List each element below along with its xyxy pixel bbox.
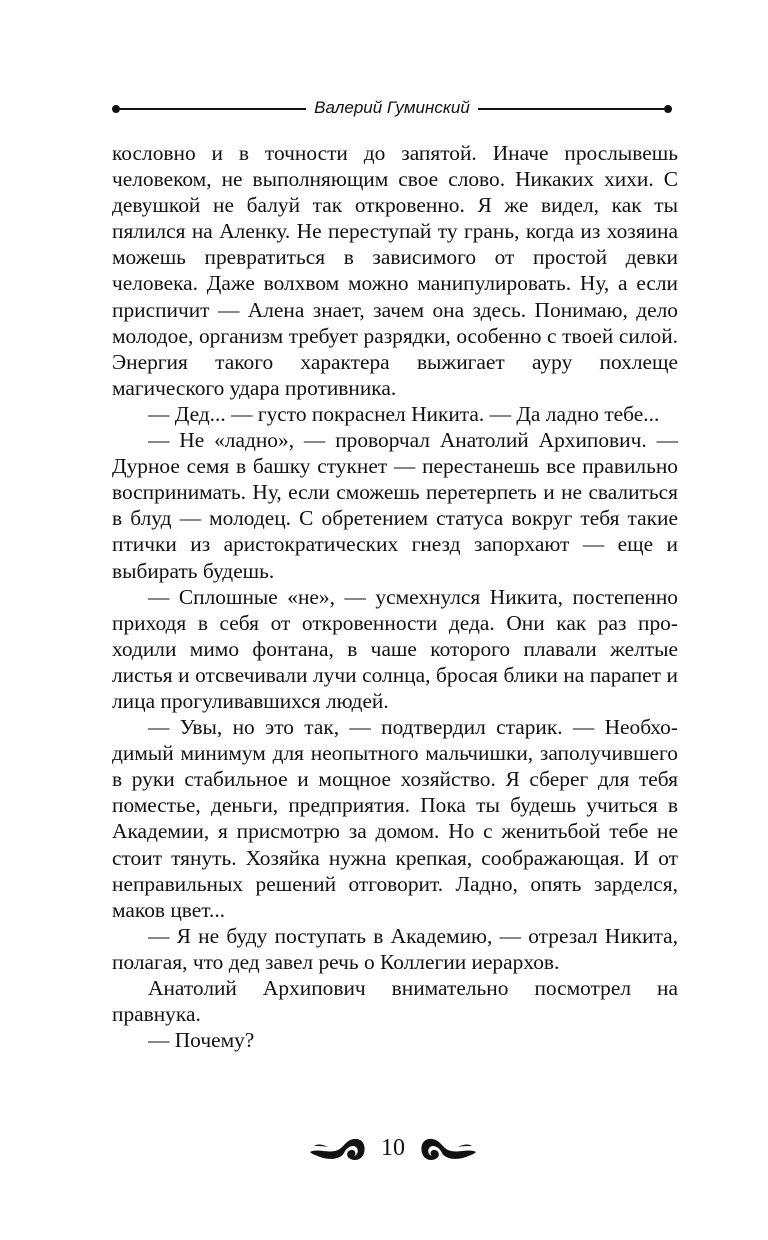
paragraph: — Сплошные «не», — усмехнулся Никита, постепенно приходя в себя от откровенности деда. Они как раз проходили мимо фонтана, в чаше которого плавали желтые листья и отсвечивали лучи солнца, бросая блики на парапет и лица прогуливавшихся людей. — [112, 584, 678, 713]
paragraph: — Я не буду поступать в Академию, — отрезал Никита, полагая, что дед завел речь о Коллегии иерархов. — [112, 923, 678, 974]
paragraph: — Увы, но это так, — подтвердил старик. — Необходимый минимум для неопытного мальчишки, заполучившего в руки стабильное и мощное хозяйство. Я сберег для тебя поместье, деньги, предприятия. Пока ты будешь учиться в Академии, я присмотрю за домом. Но с женитьбой тебе не стоит тянуть. Хозяйка нужна крепкая, соображающая. И от неправильных решений отговорит. Ладно, опять зарделся, маков цвет... — [112, 715, 678, 922]
body-text — [112, 140, 678, 1053]
paragraph: — Не «ладно», — проворчал Анатолий Архипович. — Дурное семя в башку стукнет — перестанешь все правильно воспринимать. Ну, если сможешь перетерпеть и не свалиться в блуд — молодец. С обретением статуса вокруг тебя такие птички из аристократических гнезд запорхают — еще и выбирать будешь. — [112, 428, 678, 583]
header-rule-right — [478, 108, 664, 110]
header-author-title: Валерий Гуминский — [314, 98, 470, 117]
paragraph: — Дед... — густо покраснел Никита. — Да ладно тебе... — [148, 401, 660, 426]
paragraph: кословно и в точности до запятой. Иначе прослывешь человеком, не выполняющим свое слово. Никаких хихи. С девушкой не балуй так откровенно. Я же видел, как ты пялился на Аленку. Не переступай ту грань, когда из хозяина можешь превратиться в зависимого от простой девки человека. Даже волхвом можно манипулировать. Ну, а если приспичит — Алена знает, зачем она здесь. Понимаю, дело молодое, организм требует разрядки, особенно с твоей силой. Энергия такого характера выжигает ауру похлеще магического удара противника. — [112, 141, 678, 400]
ornament-right-icon — [420, 1134, 478, 1164]
page-footer — [308, 1130, 478, 1170]
paragraph: Анатолий Архипович внимательно посмотрел на правнука. — [112, 976, 678, 1027]
header-dot-right — [664, 105, 672, 113]
ornament-left-icon — [308, 1134, 366, 1164]
paragraph: — Почему? — [148, 1028, 255, 1053]
running-header — [112, 96, 672, 120]
page-number: 10 — [381, 1135, 405, 1161]
